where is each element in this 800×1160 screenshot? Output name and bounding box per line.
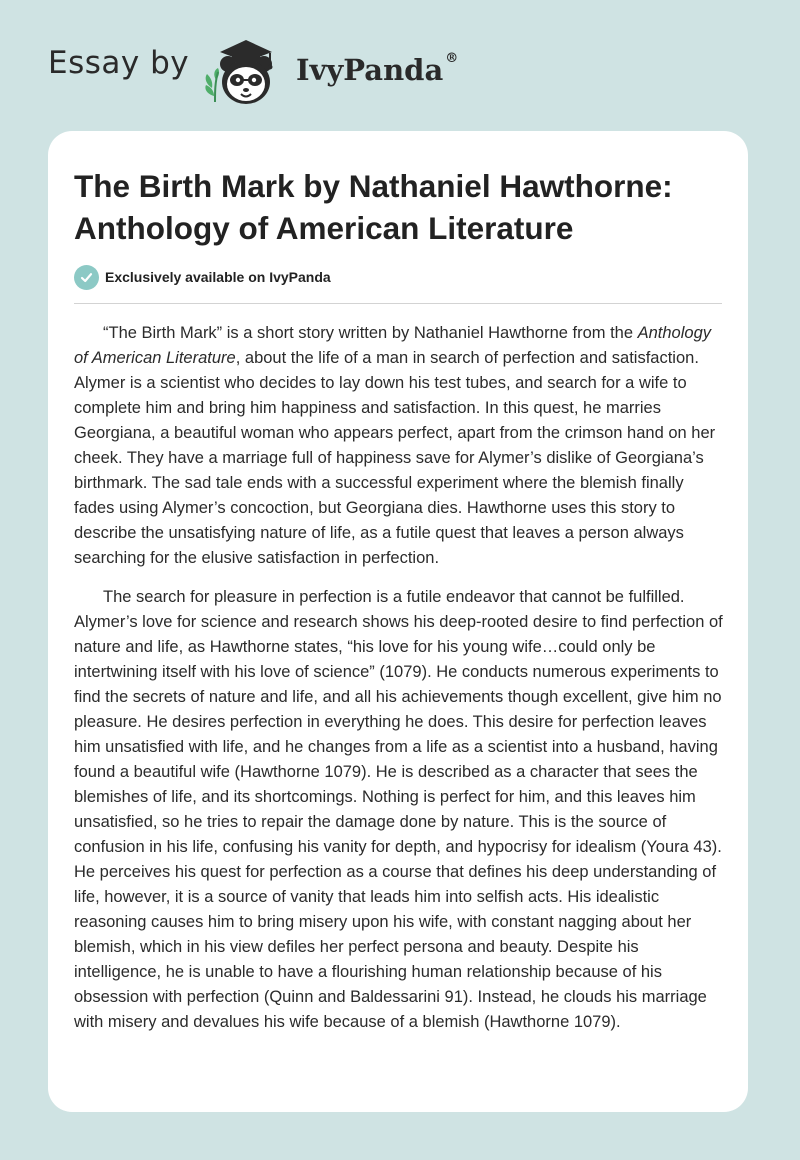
divider xyxy=(74,303,722,304)
brand-prefix: Essay by xyxy=(48,45,190,81)
site-header xyxy=(0,0,800,130)
paragraph: “The Birth Mark” is a short story written by Nathaniel Hawthorne from the Anthology of American Literature, about the life of a man in search of perfection and satisfaction. Alymer is a scientist who decides to lay down his test tubes, and search for a wife to complete him and bring him happiness and satisfaction. In this quest, he marries Georgiana, a beautiful woman who appears perfect, apart from the crimson hand on her cheek. They have a marriage full of happiness save for Alymer’s dislike of Georgiana’s birthmark. The sad tale ends with a successful experiment where the blemish finally fades using Alymer’s concoction, but Georgiana dies. Hawthorne uses this story to describe the unsatisfying nature of life, as a futile quest that leaves a person always searching for the elusive satisfaction in perfection. xyxy=(74,324,716,567)
paragraph: The search for pleasure in perfection is a futile endeavor that cannot be fulfilled. Alymer’s love for science and research shows his deep-rooted desire to find perfection of nature and life, as Hawthorne states, “his love for his young wife…could only be intertwining itself with his love of science” (1079). He conducts numerous experiments to find the secrets of nature and life, and all his achievements though excellent, give him no pleasure. He desires perfection in everything he does. This desire for perfection leaves him unsatisfied with life, and he changes from a life as a scientist into a husband, having found a beautiful wife (Hawthorne 1079). He is described as a character that sees the blemishes of life, and its shortcomings. Nothing is perfect for him, and this leaves him unsatisfied, so he tries to repair the damage done by nature. This is the source of confusion in his life, confusing his vanity for depth, and hypocrisy for idealism (Youra 43). He perceives his quest for perfection as a course that defines his deep understanding of life, however, it is a source of vanity that leads him into selfish acts. His idealistic reasoning causes him to bring misery upon his wife, with constant nagging about her blemish, which in his view defiles her perfect persona and beauty. Despite his intelligence, he is unable to have a flourishing human relationship because of his obsession with perfection (Quinn and Baldessarini 91). Instead, he clouds his marriage with misery and devalues his wife because of a blemish (Hawthorne 1079). xyxy=(74,588,723,1031)
essay-body xyxy=(74,321,724,1049)
registered-mark: ® xyxy=(445,51,459,66)
brand-name[interactable]: IvyPanda ® xyxy=(296,51,459,87)
essay-title: The Birth Mark by Nathaniel Hawthorne: Anthology of American Literature xyxy=(74,168,673,246)
essay-card xyxy=(48,131,748,1112)
panda-graduate-logo-icon[interactable] xyxy=(198,34,294,110)
book-title: Anthology of American Literature xyxy=(74,324,711,367)
exclusive-badge xyxy=(74,264,331,290)
check-circle-icon xyxy=(74,265,99,290)
badge-label: Exclusively available on IvyPanda xyxy=(105,269,331,285)
